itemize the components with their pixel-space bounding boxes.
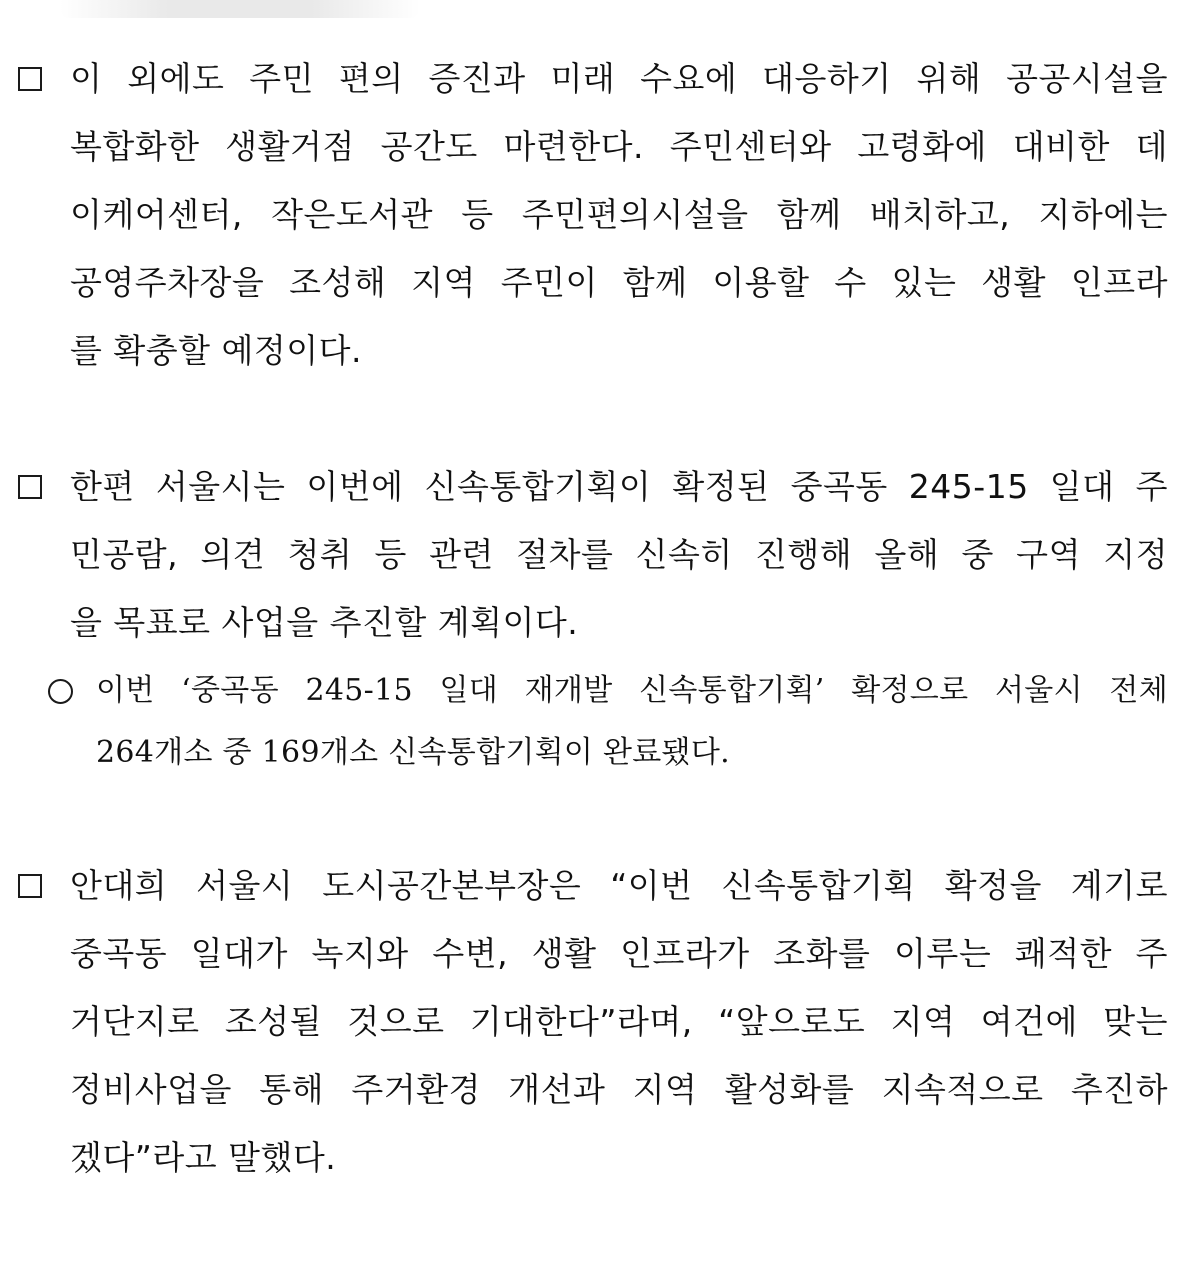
paragraph-line: 공영주차장을 조성해 지역 주민이 함께 이용할 수 있는 생활 인프라 — [70, 263, 1168, 302]
paragraph-line: 을 목표로 사업을 추진할 계획이다. — [70, 603, 579, 642]
sub-paragraph-line: 264개소 중 169개소 신속통합기획이 완료됐다. — [96, 735, 730, 770]
paragraph-line: 이 외에도 주민 편의 증진과 미래 수요에 대응하기 위해 공공시설을 — [70, 59, 1168, 98]
paragraph-line: 민공람, 의견 청취 등 관련 절차를 신속히 진행해 올해 중 구역 지정 — [70, 535, 1168, 574]
circle-bullet-icon — [48, 679, 73, 704]
paragraph-line: 안대희 서울시 도시공간본부장은 “이번 신속통합기획 확정을 계기로 — [70, 866, 1168, 905]
paragraph-line: 를 확충할 예정이다. — [70, 331, 362, 370]
sub-paragraph-line: 이번 ‘중곡동 245-15 일대 재개발 신속통합기획’ 확정으로 서울시 전체 — [96, 673, 1168, 708]
square-bullet-icon — [18, 475, 42, 499]
paragraph-line: 거단지로 조성될 것으로 기대한다”라며, “앞으로도 지역 여건에 맞는 — [70, 1002, 1168, 1041]
top-scroll-shadow — [60, 0, 420, 18]
square-bullet-icon — [18, 874, 42, 898]
paragraph-line: 중곡동 일대가 녹지와 수변, 생활 인프라가 조화를 이루는 쾌적한 주 — [70, 934, 1168, 973]
paragraph-line: 겠다”라고 말했다. — [70, 1138, 337, 1177]
paragraph-line: 한편 서울시는 이번에 신속통합기획이 확정된 중곡동 245-15 일대 주 — [70, 467, 1168, 506]
paragraph-line: 이케어센터, 작은도서관 등 주민편의시설을 함께 배치하고, 지하에는 — [70, 195, 1168, 234]
paragraph-line: 정비사업을 통해 주거환경 개선과 지역 활성화를 지속적으로 추진하 — [70, 1070, 1168, 1109]
square-bullet-icon — [18, 67, 42, 91]
paragraph-line: 복합화한 생활거점 공간도 마련한다. 주민센터와 고령화에 대비한 데 — [70, 127, 1168, 166]
